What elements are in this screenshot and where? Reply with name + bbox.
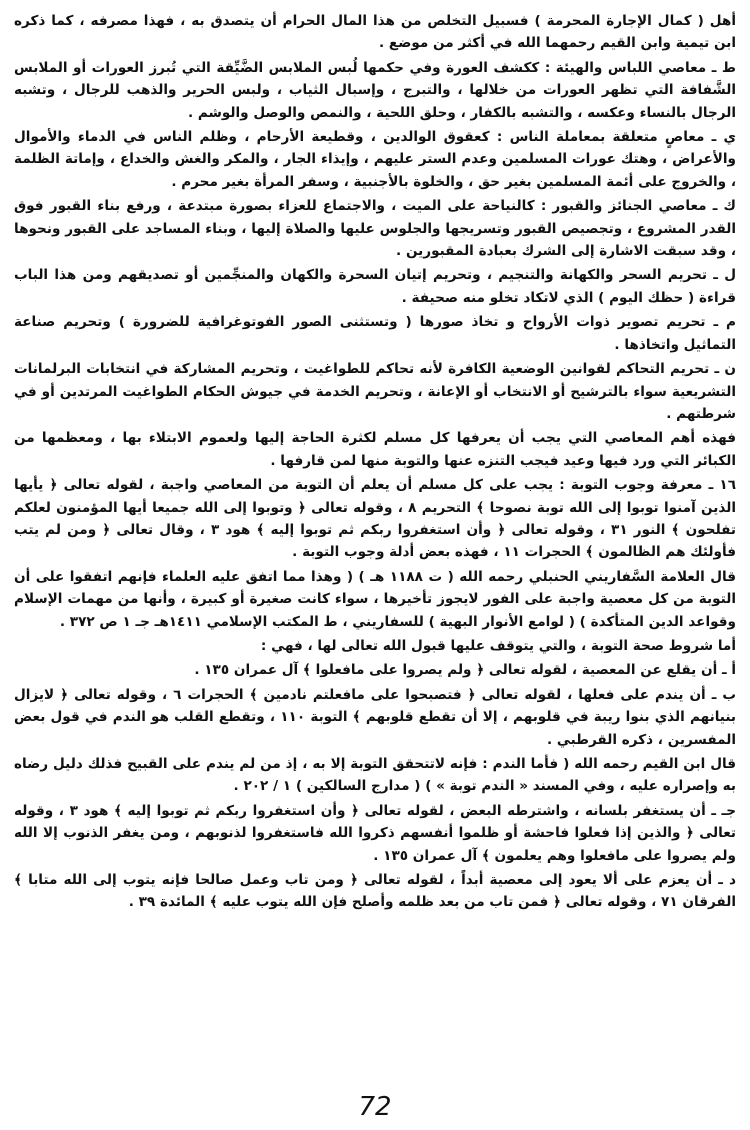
paragraph-funeral-sins: ك ـ معاصي الجنائز والقبور : كالنياحة على الميت ، والاجتماع للعزاء بصورة مبتدعة ، ورفع بناء القبور فوق القدر المشروع ، وتجصيص القبور وتسريجها والجلوس عليها والصلاة إليها ، وبناء المساجد على القبور ونحوها ، وقد سبقت الاشارة إلى الشرك بعبادة المقبورين .: [14, 198, 736, 260]
page-content: [14, 10, 736, 1050]
paragraph-images: م ـ تحريم تصوير ذوات الأرواح و تخاذ صورها ( وتستثنى الصور الفوتوغرافية للضرورة ) وتحريم صناعة التماثيل واتخاذها .: [14, 314, 736, 353]
paragraph-intro: أهل ( كمال الإجارة المحرمة ) فسبيل التخلص من هذا المال الحرام أن يتصدق به ، فهذا مصرفه ، كما ذكره ابن تيمية وابن القيم رحمهما الله في أكثر من موضع .: [14, 13, 736, 52]
page-number: 72: [358, 1092, 392, 1122]
paragraph-ibn-qayyim-quote: قال ابن القيم رحمه الله ( فأما الندم : فإنه لاتتحقق التوبة إلا به ، إذ من لم يندم على القبيح فذلك دليل رضاه به وإصراره عليه ، وفي المسند « الندم توبة » ) ( مدارج السالكين ) ١ / ٢٠٢ .: [14, 756, 736, 795]
paragraph-condition-a: أ ـ أن يقلع عن المعصية ، لقوله تعالى ﴿ ولم يصروا على مافعلوا ﴾ آل عمران ١٣٥ .: [194, 662, 736, 679]
paragraph-saffarini-quote: قال العلامة السَّفاريني الحنبلي رحمه الله ( ت ١١٨٨ هـ ) ( وهذا مما اتفق عليه العلماء فإنهم اتفقوا على أن التوبة من كل معصية واجبة على الفور لايجوز تأخيرها ، سواء كانت صغيرة أو كبيرة ، وأنها من مهمات الإسلام وقواعد الدين المتأكدة ) ( لوامع الأنوار البهية ) للسفاريني ، ط المكتب الإسلامي ١٤١١هـ جـ ١ ص ٣٧٢ .: [14, 568, 736, 630]
paragraph-social-sins: ي ـ معاصٍ متعلقة بمعاملة الناس : كعقوق الوالدين ، وقطيعة الأرحام ، وظلم الناس في الدماء والأموال والأعراض ، وهتك عورات المسلمين وعدم الستر عليهم ، وإيذاء الجار ، والمكر والغش والخداع ، وإماتة الظلمة ، والخروج على أئمة المسلمين بغير حق ، والخلوة بالأجنبية ، وسفر المرأة بغير محرم .: [14, 129, 736, 190]
paragraph-judgement: ن ـ تحريم التحاكم لقوانين الوضعية الكافرة لأنه تحاكم للطواغيت ، وتحريم المشاركة في انتخابات البرلمانات التشريعية سواء بالترشيح أو الانتخاب أو الإعانة ، وتحريم الخدمة في جيوش الحكام الطواغيت المرتدين أو في شرطتهم .: [14, 361, 736, 422]
paragraph-condition-b: ب ـ أن يندم على فعلها ، لقوله تعالى ﴿ فتصبحوا على مافعلتم نادمين ﴾ الحجرات ٦ ، وقوله تعالى ﴿ لايزال بنيانهم الذي بنوا ريبة في قلوبهم ، إلا أن تقطع قلوبهم ﴾ التوبة ١١٠ ، وتقطع القلب هو الندم في قول بعض المفسرين ، ذكره القرطبي .: [14, 686, 736, 748]
paragraph-condition-c: جـ ـ أن يستغفر بلسانه ، واشترطه البعض ، لقوله تعالى ﴿ وأن استغفروا ربكم ثم توبوا إليه ﴾ هود ٣ ، وقوله تعالى ﴿ والذين إذا فعلوا فاحشة أو ظلموا أنفسهم ذكروا الله فاستغفروا لذنوبهم ، ومن يغفر الذنوب إلا الله ولم يصروا على مافعلوا وهم يعلمون ﴾ آل عمران ١٣٥ .: [14, 802, 736, 864]
paragraph-conditions-intro: أما شروط صحة التوبة ، والتي يتوقف عليها قبول الله تعالى لها ، فهي :: [260, 637, 736, 654]
paragraph-repentance-duty: ١٦ ـ معرفة وجوب التوبة : يجب على كل مسلم أن يعلم أن التوبة من المعاصي واجبة ، لقوله تعالى ﴿ يأيها الذين آمنوا توبوا إلى الله توبة نصوحا ﴾ التحريم ٨ ، وقوله تعالى ﴿ وتوبوا إلى الله جميعا أيها المؤمنون لعلكم تفلحون ﴾ النور ٣١ ، وقوله تعالى ﴿ وأن استغفروا ربكم ثم توبوا إليه ﴾ هود ٣ ، وقال تعالى ﴿ ومن لم يتب فأولئك هم الظالمون ﴾ الحجرات ١١ ، فهذه بعض أدلة وجوب التوبة .: [14, 477, 736, 561]
paragraph-condition-d: د ـ أن يعزم على ألا يعود إلى معصية أبداً ، لقوله تعالى ﴿ ومن تاب وعمل صالحا فإنه يتوب إلى الله متابا ﴾ الفرقان ٧١ ، وقوله تعالى ﴿ فمن تاب من بعد ظلمه وأصلح فإن الله يتوب عليه ﴾ المائدة ٣٩ .: [14, 872, 736, 911]
paragraph-clothing-sins: ط ـ معاصي اللباس والهيئة : ككشف العورة وفي حكمها لُبس الملابس الضَّيِّقة التي تُبرز العورات أو الملابس الشَّفافة التي تظهر العورات من خلالها ، والتبرج ، وإسبال الثياب ، ولبس الحرير والذهب للرجال ، وتشبه الرجال بالنساء وعكسه ، والتشبه بالكفار ، وحلق اللحية ، والنمص والوصل والوشم .: [14, 59, 736, 121]
paragraph-summary: فهذه أهم المعاصي التي يجب أن يعرفها كل مسلم لكثرة الحاجة إليها ولعموم الابتلاء بها ، ومعظمها من الكبائر التي ورد فيها وعيد فيجب التنزه عنها والتوبة منها لمن قارفها .: [14, 430, 736, 469]
paragraph-magic: ل ـ تحريم السحر والكهانة والتنجيم ، وتحريم إتيان السحرة والكهان والمنجِّمين أو تصديقهم ومن هذا الباب قراءة ( حظك اليوم ) الذي لاتكاد تخلو منه صحيفة .: [14, 267, 736, 306]
